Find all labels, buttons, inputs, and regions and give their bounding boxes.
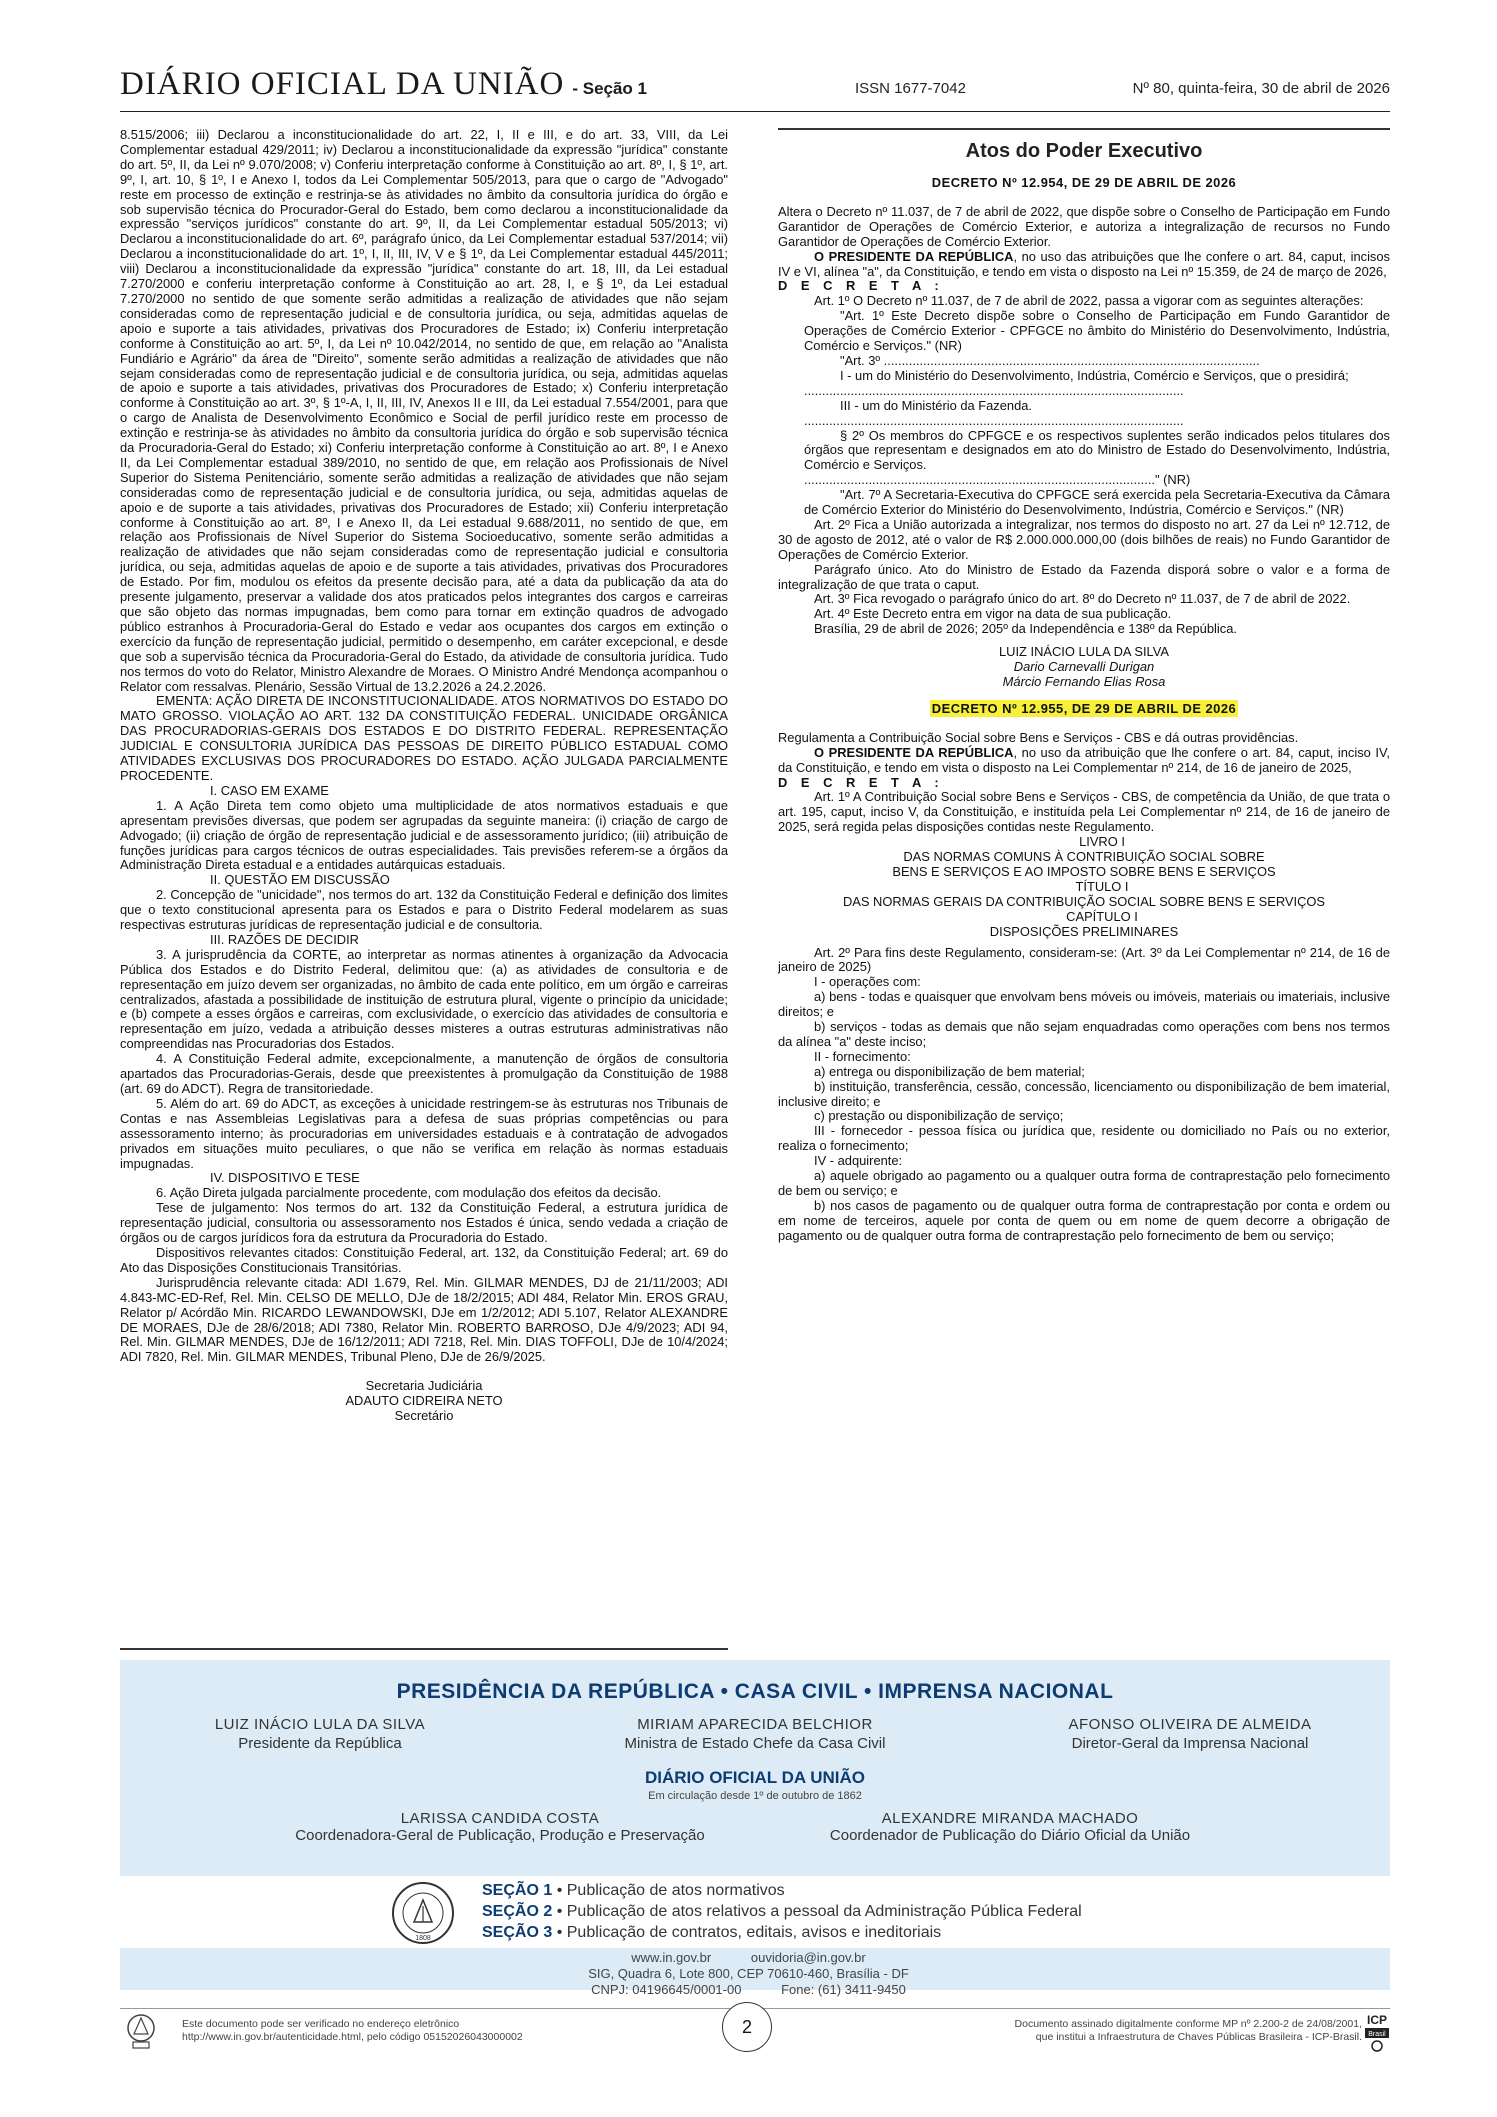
article: Art. 3º Fica revogado o parágrafo único do art. 8º do Decreto nº 11.037, de 7 de abril de 2022. — [814, 591, 1351, 607]
edition-info: Nº 80, quinta-feira, 30 de abril de 2026 — [1132, 80, 1390, 97]
person-name: MIRIAM APARECIDA BELCHIOR — [637, 1716, 873, 1733]
list-item: I - operações com: — [814, 974, 921, 990]
quote-line: "Art. 1º Este Decreto dispõe sobre o Conselho de Participação em Fundo Garantidor de Operações de Comércio Exterior - CPFGCE no âmbito do Ministério do Desenvolvimento, Indústria, Comércio e Serviços." (NR) — [804, 308, 1390, 354]
signature-role: Secretário — [394, 1408, 454, 1424]
dou-title: DIÁRIO OFICIAL DA UNIÃO — [644, 1768, 866, 1787]
quote-line: § 2º Os membros do CPFGCE e os respectivos suplentes serão indicados pelos titulares dos órgãos que representam e designados em ato do Ministro de Estado do Desenvolvimento, Indústria, Comércio e Serviços. — [804, 427, 1390, 473]
phone: Fone: (61) 3411-9450 — [781, 1982, 906, 1997]
signature-block — [120, 1379, 728, 1424]
coat-of-arms-icon — [124, 2012, 158, 2052]
list-item: a) aquele obrigado ao pagamento ou a qualquer outra forma de contraprestação pelo fornecimento de bem ou serviço; e — [778, 1168, 1390, 1198]
contact-row — [0, 1982, 1497, 1998]
paragraph: Tese de julgamento: Nos termos do art. 132 da Constituição Federal, a estrutura jurídica de representação judicial, consultoria ou assessoramento nos Estados é única, sendo vedada a criação de órgãos ou de cargos jurídicos fora da estrutura da Procuradoria do Estado. — [120, 1200, 728, 1246]
decree-title-text: DECRETO Nº 12.955, DE 29 DE ABRIL DE 2026 — [931, 700, 1237, 716]
article: Parágrafo único. Ato do Ministro de Estado da Fazenda disporá sobre o valor e a forma de integralização de que trata o caput. — [778, 561, 1390, 592]
article: Art. 1º O Decreto nº 11.037, de 7 de abril de 2022, passa a vigorar com as seguintes alterações: — [814, 293, 1364, 309]
list-item: b) nos casos de pagamento ou de qualquer outra forma de contraprestação por conta e ordem ou em nome de terceiros, aquele por conta de quem ou em nome de quem decorre a obrigação de pagamento ou de qualquer outra forma de contraprestação pelo fornecimento de bem ou serviço; — [778, 1197, 1390, 1243]
paragraph: 1. A Ação Direta tem como objeto uma multiplicidade de atos normativos estaduais e que apresentam previsões diversas, que podem ser agrupadas da seguinte maneira: (i) criação de cargo de Advogado; (ii) criação de órgão de representação judicial e de assessoramento jurídico; (iii) atribuição de funções jurídicas para cargos técnicos de outras especialidades. Tais previsões referem-se a órgãos da Administração Direta estadual e a entidades autárquicas estaduais. — [120, 797, 728, 873]
issn: ISSN 1677-7042 — [855, 80, 966, 97]
paragraph: Dispositivos relevantes citados: Constituição Federal, art. 132, da Constituição Federal; art. 69 do Ato das Disposições Constitucionais Transitórias. — [120, 1244, 728, 1275]
footer-person — [575, 1716, 935, 1752]
sections-band — [120, 1876, 1390, 1948]
person-role: Coordenador de Publicação do Diário Oficial da União — [829, 1827, 1191, 1844]
person-name: LARISSA CANDIDA COSTA — [400, 1810, 600, 1827]
verification-line: Este documento pode ser verificado no endereço eletrônico — [182, 2018, 460, 2030]
section-entry-label: SEÇÃO 2 — [482, 1903, 553, 1920]
circulation-note: Em circulação desde 1º de outubro de 1862 — [648, 1790, 862, 1802]
book-heading: BENS E SERVIÇOS E AO IMPOSTO SOBRE BENS E SERVIÇOS — [892, 863, 1276, 879]
section-rule — [778, 128, 1390, 130]
footer-title: PRESIDÊNCIA DA REPÚBLICA • CASA CIVIL • IMPRENSA NACIONAL — [396, 1680, 1114, 1703]
section-heading: II. QUESTÃO EM DISCUSSÃO — [210, 872, 390, 888]
decreta: D E C R E T A : — [778, 278, 944, 294]
section-heading: I. CASO EM EXAME — [210, 782, 329, 798]
title-heading: TÍTULO I — [1075, 878, 1129, 894]
list-item: b) instituição, transferência, cessão, concessão, licenciamento ou disponibilização de bem imaterial, inclusive direito; e — [778, 1078, 1390, 1109]
address: SIG, Quadra 6, Lote 800, CEP 70610-460, Brasília - DF — [588, 1966, 909, 1981]
left-column — [120, 128, 728, 1658]
section-entry — [482, 1901, 1082, 1922]
footer-person — [780, 1810, 1240, 1844]
sections-list — [482, 1880, 1082, 1943]
section-entry — [482, 1922, 1082, 1943]
list-item: II - fornecimento: — [814, 1048, 911, 1064]
page-number: 2 — [722, 2002, 772, 2052]
chapter-heading: DISPOSIÇÕES PRELIMINARES — [989, 923, 1179, 939]
section-entry — [482, 1880, 1082, 1901]
masthead-title: DIÁRIO OFICIAL DA UNIÃO — [120, 66, 565, 102]
ementa-paragraph: EMENTA: AÇÃO DIRETA DE INCONSTITUCIONALIDADE. ATOS NORMATIVOS DO ESTADO DO MATO GROSSO. VIOLAÇÃO AO ART. 132 DA CONSTITUIÇÃO FEDERAL. UNICIDADE ORGÂNICA DAS PROCURADORIAS-GERAIS DOS ESTADOS E DO DISTRITO FEDERAL. REPRESENTAÇÃO JUDICIAL E CONSULTORIA JURÍDICA DAS PESSOAS DE DIREITO PÚBLICO ESTADUAL COMO ATIVIDADES EXCLUSIVAS DOS PROCURADORES DO ESTADO. AÇÃO JULGADA PARCIALMENTE PROCEDENTE. — [120, 693, 728, 783]
column-end-rule — [120, 1648, 728, 1650]
verification-link[interactable]: http://www.in.gov.br/autenticidade.html, pelo código 05152026043000002 — [182, 2031, 523, 2043]
section-label: - Seção 1 — [572, 79, 647, 98]
list-item: IV - adquirente: — [814, 1153, 903, 1169]
signature-note-line: que institui a Infraestrutura de Chaves Públicas Brasileira - ICP-Brasil. — [1035, 2031, 1362, 2043]
verification-note — [182, 2018, 523, 2044]
quote-line: I - um do Ministério do Desenvolvimento, Indústria, Comércio e Serviços, que o presidirá; — [840, 367, 1349, 383]
quote-line: .......................................................................................................... — [804, 412, 1184, 428]
decree-title: DECRETO Nº 12.954, DE 29 DE ABRIL DE 2026 — [931, 175, 1237, 190]
quote-line: "Art. 7º A Secretaria-Executiva do CPFGCE será exercida pela Secretaria-Executiva da Câmara de Comércio Exterior do Ministério do Desenvolvimento, Indústria, Comércio e Serviços." (NR) — [804, 487, 1390, 518]
decree-date: Brasília, 29 de abril de 2026; 205º da Independência e 138º da República. — [814, 621, 1237, 637]
chapter-heading: CAPÍTULO I — [1066, 908, 1138, 924]
email-link[interactable]: ouvidoria@in.gov.br — [750, 1950, 866, 1965]
book-heading: DAS NORMAS COMUNS À CONTRIBUIÇÃO SOCIAL SOBRE — [903, 849, 1265, 865]
title-heading: DAS NORMAS GERAIS DA CONTRIBUIÇÃO SOCIAL SOBRE BENS E SERVIÇOS — [842, 893, 1326, 909]
section-entry-label: SEÇÃO 1 — [482, 1882, 553, 1899]
list-item: III - fornecedor - pessoa física ou jurídica que, residente ou domiciliado no País ou no exterior, realiza o fornecimento; — [778, 1123, 1390, 1154]
quote-line: .......................................................................................................... — [804, 382, 1184, 398]
decree-preamble — [778, 250, 1390, 280]
page-header — [120, 60, 1390, 112]
section-heading: IV. DISPOSITIVO E TESE — [210, 1170, 360, 1186]
person-name: AFONSO OLIVEIRA DE ALMEIDA — [1068, 1716, 1312, 1733]
footer-person — [140, 1716, 500, 1752]
website-link[interactable]: www.in.gov.br — [631, 1950, 712, 1965]
list-item: b) serviços - todas as demais que não sejam enquadradas como operações com bens nos termos da alínea "a" deste inciso; — [778, 1019, 1390, 1049]
signature-note-line: Documento assinado digitalmente conforme MP nº 2.200-2 de 24/08/2001, — [1014, 2018, 1362, 2030]
person-name: ALEXANDRE MIRANDA MACHADO — [881, 1810, 1139, 1827]
section-title: Atos do Poder Executivo — [965, 140, 1203, 162]
decree-ementa: Altera o Decreto nº 11.037, de 7 de abril de 2022, que dispõe sobre o Conselho de Participação em Fundo Garantidor de Operações de Comércio Exterior, e autoriza a integralização de recursos no Fundo Garantidor de Operações de Comércio Exterior. — [778, 203, 1390, 249]
article: Art. 4º Este Decreto entra em vigor na data de sua publicação. — [814, 606, 1172, 622]
preamble-president: O PRESIDENTE DA REPÚBLICA — [814, 248, 1014, 264]
paragraph: 8.515/2006; iii) Declarou a inconstitucionalidade do art. 22, I, II e III, e do art. 33, VIII, da Lei Complementar estadual 429/2011; iv) Declarou a inconstitucionalidade da expressão "jurídica" constante do art. 5º, II, da Lei nº 9.070/2008; v) Conferiu interpretação conforme à Constituição ao art. 8º, I, § 1º, art. 9º, I, art. 10, § 1º, I e Anexo I, todos da Lei Complementar 505/2013, para que o cargo de "Advogado" reste em processo de extinção e restrinja-se às atividades no âmbito da consultoria jurídica do órgão e sob supervisão técnica do Procurador-Geral do Estado, bem como declarou a inconstitucionalidade da expressão "serviços jurídicos" constante do art. 9º, II, da Lei Complementar estadual 505/2013; vi) Declarou a inconstitucionalidade do art. 6º, parágrafo único, da Lei Complementar estadual 537/2014; vii) Declarou a inconstitucionalidade do art. 1º, I, II, III, IV, V e § 1º, da Lei Complementar estadual 445/2011; viii) Declarou a inconstitucionalidade da expressão "jurídica" constante do art. 18, III, da Lei estadual 7.270/2000 e conferiu interpretação conforme à Constituição ao art. 28, I, e § 1º, da Lei estadual 7.270/2000 no sentido de que somente serão admitidas a realização de atividades que não sejam consideradas como de representação judicial e de consultoria jurídica, ou seja, admitidas aquelas de apoio e suporte a tais atividades, privativas dos Procuradores de Estado; ix) Conferiu interpretação conforme à Constituição ao art. 5º, I, da Lei nº 10.042/2014, no sentido de que, em relação ao "Analista Fundiário e Agrário" da área de "Direito", somente serão admitidas a realização de atividades que não sejam consideradas como de representação judicial e de consultoria jurídica, ou seja, admitidas aquelas de apoio e suporte a tais atividades, privativas dos Procuradores de Estado; x) Conferiu interpretação conforme à Constituição ao art. 3º, § 1º-A, I, II, III, IV, Anexos II e III, da Lei estadual 7.554/2001, para que o cargo de Analista de Desenvolvimento Econômico e Social de perfil jurídico reste em processo de extinção e restrinja-se às atividades no âmbito da consultoria jurídica do órgão e sob supervisão técnica da Procuradoria-Geral do Estado; xi) Conferiu interpretação conforme à Constituição ao art. 8º, I e Anexo II, da Lei Complementar estadual 389/2010, no sentido de que, em relação aos Profissionais de Nível Superior do Sistema Penitenciário, somente serão admitidas a realização de atividades que não sejam consideradas como de representação judicial e de consultoria jurídica, ou seja, admitidas aquelas de apoio e de suporte a tais atividades, privativas dos Procuradores de Estado; xii) Conferiu interpretação conforme à Constituição ao art. 8º, I e Anexo II, da Lei estadual 9.688/2011, no sentido de que, em relação aos Profissionais de Nível Superior do Sistema Socioeducativo, somente serão admitidas a realização de atividades que não sejam consideradas como de representação judicial e consultoria jurídica, ou seja, admitidas aquelas de apoio e de suporte a tais atividades, privativas dos Procuradores de Estado. Por fim, modulou os efeitos da presente decisão para, até a data da publicação da ata do presente julgamento, preservar a validade dos atos praticados pelos integrantes dos cargos e carreiras que são objeto das normas impugnadas, bem como para tornar em extinção quadros de advogado público estranhos à Procuradoria-Geral do Estado e vedar aos ocupantes dos cargos em extinção o exercício da função de representação judicial, permitido o desempenho, em caráter excepcional, e desde que sob a supervisão técnica da Procuradoria-Geral do Estado, da atividade de consultoria jurídica. Tudo nos termos do voto do Relator, Ministro Alexandre de Moraes. O Ministro André Mendonça acompanhou o Relator com ressalvas. Plenário, Sessão Virtual de 13.2.2026 a 24.2.2026. — [120, 128, 728, 694]
imprensa-nacional-seal-icon — [390, 1880, 456, 1946]
section-entry-desc: • Publicação de contratos, editais, avisos e ineditoriais — [556, 1924, 942, 1941]
preamble-president: O PRESIDENTE DA REPÚBLICA — [814, 744, 1014, 760]
footer-person — [1010, 1716, 1370, 1752]
digital-signature-note — [1015, 2018, 1362, 2044]
contact-row — [0, 1950, 1497, 1966]
person-role: Diretor-Geral da Imprensa Nacional — [1071, 1735, 1309, 1752]
paragraph: 5. Além do art. 69 do ADCT, as exceções à unicidade restringem-se às estruturas nos Tribunais de Contas e nas Assembleias Legislativas para a defesa de suas próprias competências ou para assessoramento interno; às procuradorias em universidades estaduais e à contratação de advogados privados em situações muito peculiares, o que não se verifica em relação às normas estaduais impugnadas. — [120, 1095, 728, 1171]
section-heading: III. RAZÕES DE DECIDIR — [210, 931, 359, 947]
list-item: c) prestação ou disponibilização de serviço; — [814, 1108, 1064, 1124]
section-entry-label: SEÇÃO 3 — [482, 1924, 553, 1941]
article: Art. 2º Fica a União autorizada a integralizar, nos termos do disposto no art. 27 da Lei nº 12.712, de 30 de agosto de 2012, até o valor de R$ 2.000.000.000,00 (dois bilhões de reais) no Fundo Garantidor de Operações de Comércio Exterior. — [778, 516, 1390, 562]
seal-year: 1808 — [415, 1935, 431, 1942]
section-entry-desc: • Publicação de atos relativos a pessoal da Administração Pública Federal — [556, 1903, 1082, 1920]
paragraph: 3. A jurisprudência da CORTE, ao interpretar as normas atinentes à organização da Advocacia Pública dos Estados e do Distrito Federal, delimitou que: (a) as atividades de consultoria e de representação em juízo devem ser organizadas, no âmbito de cada ente político, em um órgão e carreiras centralizados, afastada a possibilidade de instituição de estrutura plural, vigente o princípio da unicidade; e (b) compete a esses órgãos e carreiras, com exclusividade, o exercício das atividades de consultoria e representação em juízo, vedada a atribuição desses misteres a outras estruturas administrativas não compreendidas nas Procuradorias dos Estados. — [120, 946, 728, 1052]
signature-name: ADAUTO CIDREIRA NETO — [345, 1393, 503, 1409]
cnpj: CNPJ: 04196645/0001-00 — [591, 1982, 742, 1997]
signatory: Márcio Fernando Elias Rosa — [1002, 674, 1166, 689]
paragraph: 2. Concepção de "unicidade", nos termos do art. 132 da Constituição Federal e definição dos limites que o texto constitucional apresenta para os Estados e para o Distrito Federal modelarem as suas respectivas estruturas jurídicas de representação judicial e de consultoria. — [120, 887, 728, 933]
book-heading: LIVRO I — [1079, 834, 1125, 850]
decree-signatures — [778, 645, 1390, 690]
right-column — [778, 128, 1390, 1658]
header-rule — [120, 111, 1390, 112]
person-name: LUIZ INÁCIO LULA DA SILVA — [214, 1716, 426, 1733]
article: Art. 1º A Contribuição Social sobre Bens e Serviços - CBS, de competência da União, de que trata o art. 195, caput, inciso V, da Constituição, e instituída pela Lei Complementar nº 214, de 16 de janeiro de 2025, será regida pelas disposições contidas neste Regulamento. — [778, 789, 1390, 835]
contact-info — [0, 1950, 1497, 1998]
svg-text:ICP: ICP — [1366, 2013, 1388, 2027]
signatory: Dario Carnevalli Durigan — [1013, 659, 1155, 675]
list-item: a) bens - todas e quaisquer que envolvam bens móveis ou imóveis, materiais ou imateriais, inclusive direitos; e — [778, 989, 1390, 1020]
preamble-text: , no uso da atribuição que lhe confere o art. 84, caput, inciso IV, da Constituição, e tendo em vista o disposto na Lei Complementar nº 214, de 16 de janeiro de 2025, — [778, 744, 1390, 775]
icp-brasil-logo-icon — [1362, 2010, 1392, 2054]
section-entry-desc: • Publicação de atos normativos — [556, 1882, 785, 1899]
person-role: Coordenadora-Geral de Publicação, Produção e Preservação — [295, 1827, 705, 1844]
decree-preamble — [778, 746, 1390, 776]
quote-line: .................................................................................................." (NR) — [804, 472, 1191, 488]
masthead — [120, 66, 647, 103]
signature-unit: Secretaria Judiciária — [365, 1378, 483, 1394]
preamble-text: , no uso das atribuições que lhe confere o art. 84, caput, incisos IV e VI, alínea "a", da Constituição, e tendo em vista o disposto na Lei nº 15.359, de 24 de março de 2026, — [778, 248, 1390, 279]
decree-title-highlighted — [778, 702, 1390, 717]
paragraph: 4. A Constituição Federal admite, excepcionalmente, a manutenção de órgãos de consultoria apartados das Procuradorias-Gerais, desde que preexistentes à promulgação da Constituição de 1988 (art. 69 do ADCT). Regra de transitoriedade. — [120, 1051, 728, 1096]
person-role: Ministra de Estado Chefe da Casa Civil — [624, 1735, 886, 1752]
decree-ementa: Regulamenta a Contribuição Social sobre Bens e Serviços - CBS e dá outras providências. — [778, 729, 1299, 745]
paragraph: Jurisprudência relevante citada: ADI 1.679, Rel. Min. GILMAR MENDES, DJ de 21/11/2003; ADI 4.843-MC-ED-Ref, Rel. Min. CELSO DE MELLO, DJe de 18/2/2015; ADI 484, Relator Min. EROS GRAU, Relator p/ Acórdão Min. RICARDO LEWANDOWSKI, DJe em 1/2/2012; ADI 5.107, Relator ALEXANDRE DE MORAES, DJe de 28/6/2018; ADI 7380, Relator Min. ROBERTO BARROSO, DJe 4/9/2023; ADI 94, Rel. Min. GILMAR MENDES, DJe de 16/12/2011; ADI 7218, Rel. Min. DIAS TOFFOLI, DJe de 10/4/2024; ADI 7820, Rel. Min. GILMAR MENDES, Tribunal Pleno, DJe de 26/9/2025. — [120, 1274, 728, 1365]
signatory: LUIZ INÁCIO LULA DA SILVA — [998, 644, 1170, 660]
list-item: a) entrega ou disponibilização de bem material; — [814, 1063, 1085, 1079]
quote-line: III - um do Ministério da Fazenda. — [840, 397, 1033, 413]
paragraph: 6. Ação Direta julgada parcialmente procedente, com modulação dos efeitos da decisão. — [156, 1185, 662, 1201]
svg-text:Brasil: Brasil — [1368, 2031, 1386, 2038]
article: Art. 2º Para fins deste Regulamento, consideram-se: (Art. 3º da Lei Complementar nº 214, de 16 de janeiro de 2025) — [778, 944, 1390, 975]
amendment-quote — [778, 309, 1390, 518]
footer-person — [270, 1810, 730, 1844]
person-role: Presidente da República — [238, 1735, 402, 1752]
quote-line: "Art. 3º ......................................................................................................... — [840, 352, 1260, 368]
decreta: D E C R E T A : — [778, 774, 944, 790]
